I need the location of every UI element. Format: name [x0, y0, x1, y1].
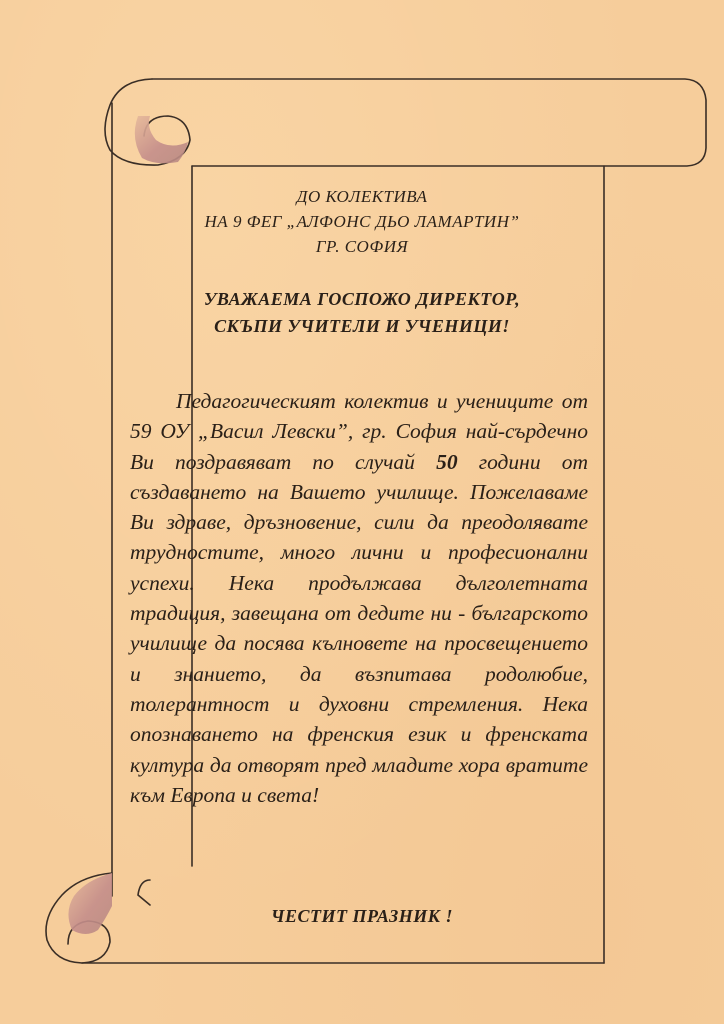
address-line-1: ДО КОЛЕКТИВА: [296, 187, 428, 206]
anniversary-number: 50: [436, 449, 458, 474]
scroll-bottom-inner: [138, 880, 150, 905]
scroll-top-curl-shade: [135, 116, 188, 163]
salutation-line-1: УВАЖАЕМА ГОСПОЖО ДИРЕКТОР,: [203, 289, 521, 309]
address-line-3: ГР. СОФИЯ: [315, 237, 409, 256]
letter-body: [130, 386, 588, 810]
body-text-part-1: Педагогическият колектив и учениците от 59 ОУ „Васил Левски”, гр. София най-сърдечно Ви поздравяват по случай: [130, 389, 588, 474]
address-line-2: НА 9 ФЕГ „АЛФОНС ДЬО ЛАМАРТИН”: [204, 212, 520, 231]
closing-greeting: ЧЕСТИТ ПРАЗНИК !: [270, 906, 454, 926]
salutation-line-2: СКЪПИ УЧИТЕЛИ И УЧЕНИЦИ!: [214, 316, 510, 336]
scroll-top-edge: [152, 79, 706, 166]
recipient-address: [0, 184, 724, 259]
body-text-part-2: години от създаването на Вашето училище. Пожелаваме Ви здраве, дръзновение, сили да преодолявате трудностите, много лични и професионални успехи. Нека продължава дълголетната традиция, завещана от дедите ни - българското училище да посява кълновете на просвещението и знанието, да възпитава родолюбие, толерантност и духовни стремления. Нека опознаването на френския език и френската култура да отворят пред младите хора вратите към Европа и света!: [130, 449, 589, 807]
salutation: [0, 286, 724, 340]
